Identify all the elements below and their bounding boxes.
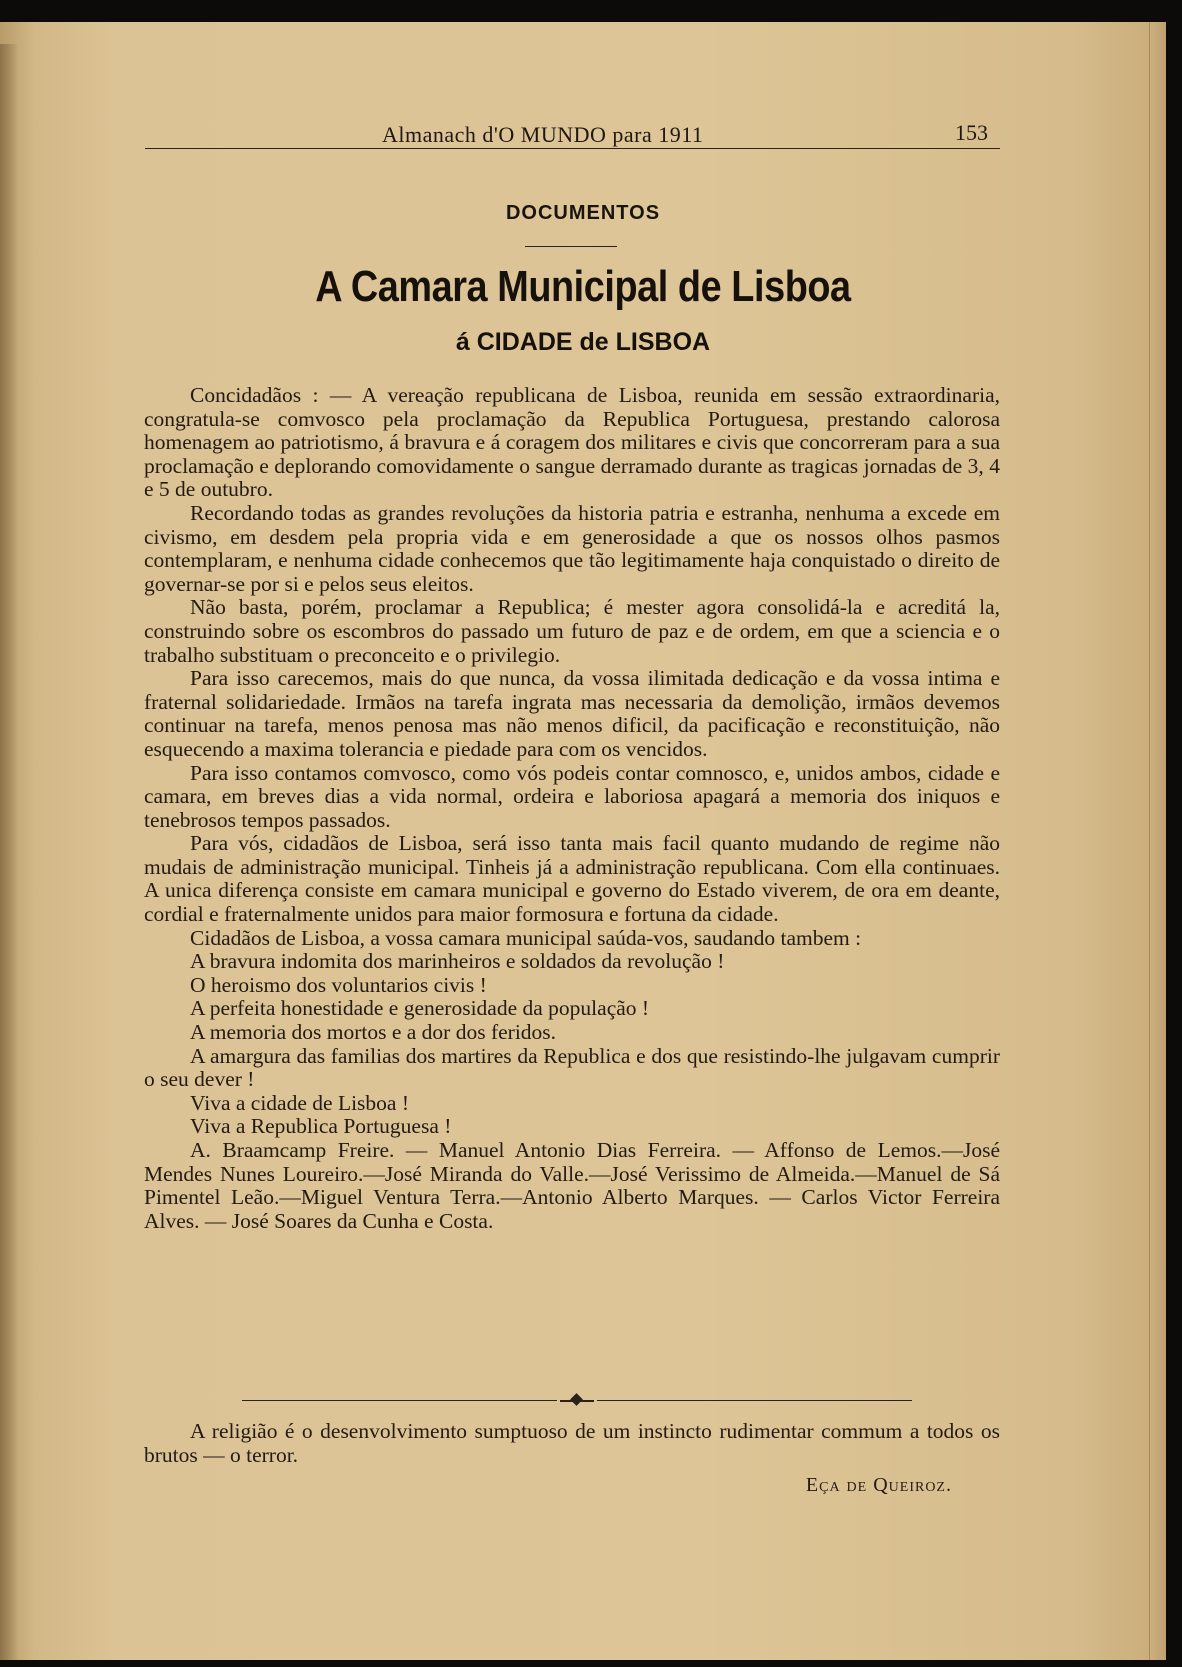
paragraph: Para isso contamos comvosco, como vós podeis contar comnosco, e, unidos ambos, cidade e camara, em breves dias a vida normal, ordeira e laboriosa apagará a memoria dos iniquos e tenebrosos tempos passados.: [144, 760, 1000, 832]
page-number: 153: [955, 120, 988, 145]
paragraph: Não basta, porém, proclamar a Republica; é mester agora consolidá-la e acreditá la, construindo sobre os escombros do passado um futuro de paz e de ordem, em que a sciencia e o trabalho substituam o preconceito e o privilegio.: [144, 595, 1000, 667]
article-title: A Camara Municipal de Lisboa: [315, 262, 851, 311]
exclamation: A bravura indomita dos marinheiros e soldados da revolução !: [190, 949, 725, 974]
signatories: A. Braamcamp Freire. — Manuel Antonio Dias Ferreira. — Affonso de Lemos.—José Mendes Nunes Loureiro.—José Miranda do Valle.—José Verissimo de Almeida.—Manuel de Sá Pimentel Leão.—Miguel Ventura Terra.—Antonio Alberto Marques. — Carlos Victor Ferreira Alves. — José Soares da Cunha e Costa.: [144, 1138, 1000, 1233]
paragraph: Para vós, cidadãos de Lisboa, será isso tanta mais facil quanto mudando de regime não mudais de administração municipal. Tinheis já a administração republicana. Com ella continuaes. A unica diferença consiste em camara municipal e governo do Estado viverem, de ora em deante, cordial e fraternalmente unidos para maior formosura e fortuna da cidade.: [144, 831, 1000, 927]
section-label: DOCUMENTOS: [505, 202, 661, 224]
running-head: [145, 108, 1000, 149]
paragraph: Recordando todas as grandes revoluções da historia patria e estranha, nenhuma a excede em civismo, em desdem pela propria vida e em generosidade a que os nossos olhos pasmos contemplaram, e nenhuma cidade conhecemos que tão legitimamente haja conquistado o direito de governar-se por si e pelos seus eleitos.: [144, 500, 1000, 596]
paragraph: Para isso carecemos, mais do que nunca, da vossa ilimitada dedicação e da vossa intima e fraternal solidariedade. Irmãos na tarefa ingrata mas necessaria da demolição, irmãos devemos continuar na tarefa, menos penosa mas não menos dificil, da pacificação e reconstituição, não esquecendo a maxima tolerancia e piedade para com os vencidos.: [144, 666, 1000, 761]
exclamation: Viva a Republica Portuguesa !: [190, 1114, 452, 1139]
book-page: [0, 22, 1166, 1660]
quote-text: A religião é o desenvolvimento sumptuoso de um instincto rudimentar commum a todos os brutos — o terror.: [144, 1419, 1000, 1467]
page-edge: [1149, 22, 1166, 1660]
epigraph-quote: [144, 1419, 1000, 1467]
paragraph: Concidadãos : — A vereação republicana de Lisboa, reunida em sessão extraordinaria, congratula-se comvosco pela proclamação da Republica Portuguesa, prestando calorosa homenagem ao patriotismo, á bravura e á coragem dos militares e civis que concorreram para a sua proclamação e deplorando comovidamente o sangue derramado durante as tragicas jornadas de 3, 4 e 5 de outubro.: [144, 383, 1000, 502]
binding-shadow: [0, 44, 18, 1660]
quote-author: Eça de Queiroz.: [805, 1474, 952, 1496]
diamond-ornament-icon: [570, 1393, 583, 1406]
paragraph: Cidadãos de Lisboa, a vossa camara municipal saúda-vos, saudando tambem :: [190, 925, 862, 950]
running-title: Almanach d'O MUNDO para 1911: [382, 122, 704, 147]
exclamation: A memoria dos mortos e a dor dos feridos.: [190, 1020, 557, 1045]
exclamation: A perfeita honestidade e generosidade da população !: [190, 996, 650, 1021]
article-body: [144, 384, 1000, 1233]
ornamental-divider: [242, 1394, 912, 1406]
exclamation: A amargura das familias dos martires da Republica e dos que resistindo-lhe julgavam cumprir o seu dever !: [144, 1043, 1000, 1092]
exclamation: O heroismo dos voluntarios civis !: [190, 972, 487, 997]
exclamation: Viva a cidade de Lisboa !: [190, 1090, 409, 1115]
article-subtitle: á CIDADE de LISBOA: [455, 328, 711, 356]
short-rule: [525, 246, 617, 247]
